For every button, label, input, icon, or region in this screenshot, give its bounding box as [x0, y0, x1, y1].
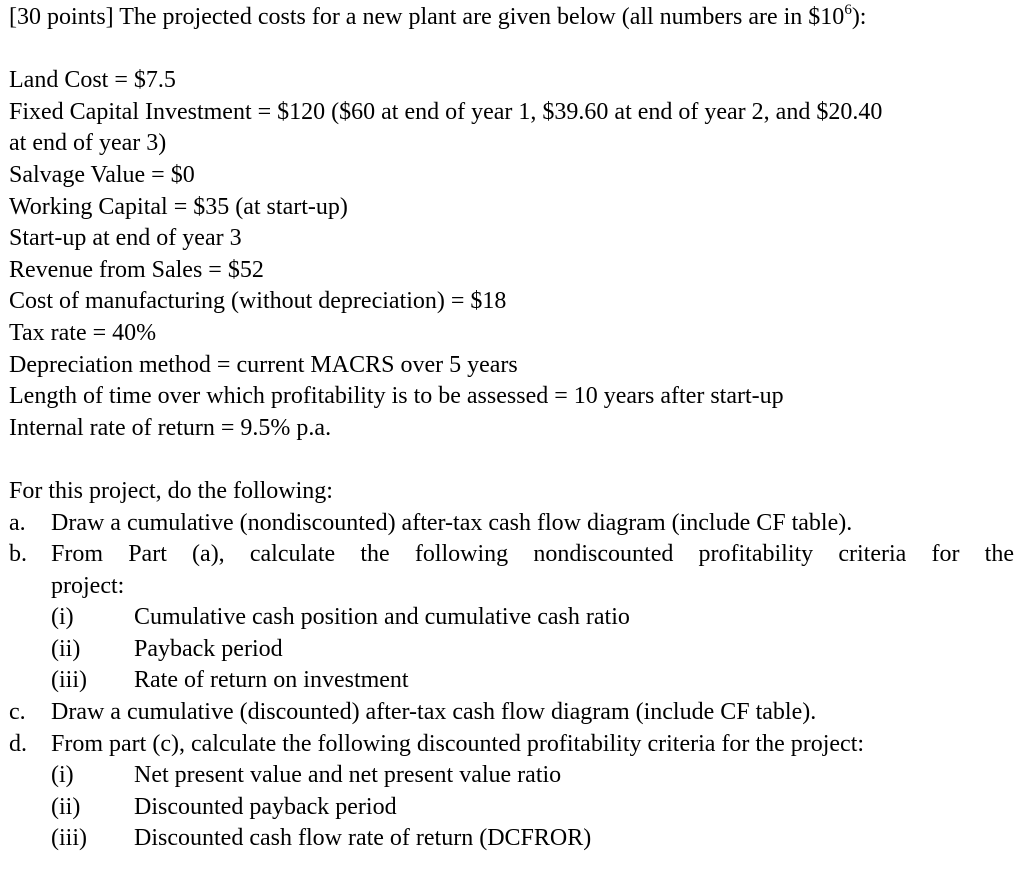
task-text-cont: project: [51, 572, 125, 599]
task-text: Draw a cumulative (nondiscounted) after-tax cash flow diagram (include CF table). [51, 509, 853, 536]
header-exponent: 6 [844, 2, 852, 18]
subtask-text: Discounted cash flow rate of return (DCFROR) [134, 825, 592, 852]
subtask-b-i [9, 602, 1014, 634]
task-text: Draw a cumulative (discounted) after-tax cash flow diagram (include CF table). [51, 699, 817, 726]
subtask-d-iii [9, 823, 1014, 855]
param-depreciation: Depreciation method = current MACRS over 5 years [9, 351, 518, 378]
param-working-capital: Working Capital = $35 (at start-up) [9, 193, 348, 220]
subtask-number: (ii) [51, 635, 81, 662]
param-cost-manufacturing: Cost of manufacturing (without depreciation) = $18 [9, 288, 507, 315]
param-fixed-capital: Fixed Capital Investment = $120 ($60 at end of year 1, $39.60 at end of year 2, and $20.40 [9, 98, 883, 125]
subtask-text: Cumulative cash position and cumulative cash ratio [134, 604, 630, 631]
param-startup: Start-up at end of year 3 [9, 225, 242, 252]
problem-document [9, 0, 1014, 855]
param-tax-rate: Tax rate = 40% [9, 319, 157, 346]
subtask-number: (iii) [51, 825, 87, 852]
param-salvage-value: Salvage Value = $0 [9, 161, 195, 188]
subtask-text: Rate of return on investment [134, 667, 409, 694]
task-a [9, 508, 1014, 540]
param-fixed-capital-cont: at end of year 3) [9, 130, 167, 157]
task-marker: b. [9, 541, 27, 568]
task-marker: c. [9, 699, 26, 726]
subtask-text: Discounted payback period [134, 793, 397, 820]
problem-header [9, 2, 1014, 34]
param-time-length: Length of time over which profitability is to be assessed = 10 years after start-up [9, 383, 784, 410]
task-text: From Part (a), calculate the following nondiscounted profitability criteria for the [51, 541, 1014, 568]
subtask-b-ii [9, 634, 1014, 666]
subtask-number: (i) [51, 762, 74, 789]
task-marker: d. [9, 730, 27, 757]
spacer [9, 444, 1014, 476]
subtask-text: Payback period [134, 635, 283, 662]
task-d [9, 729, 1014, 761]
task-marker: a. [9, 509, 26, 536]
subtask-number: (i) [51, 604, 74, 631]
tasks-intro: For this project, do the following: [9, 477, 333, 504]
task-text: From part (c), calculate the following discounted profitability criteria for the project: [51, 730, 865, 757]
spacer [9, 34, 1014, 66]
header-text: [30 points] The projected costs for a new plant are given below (all numbers are in $10 [9, 4, 845, 30]
header-text-end: ): [851, 4, 867, 30]
parameter-list [9, 65, 1014, 444]
subtask-d-ii [9, 792, 1014, 824]
subtask-d-i [9, 760, 1014, 792]
subtask-number: (iii) [51, 667, 87, 694]
param-land-cost: Land Cost = $7.5 [9, 67, 176, 94]
param-revenue: Revenue from Sales = $52 [9, 256, 264, 283]
subtask-b-iii [9, 665, 1014, 697]
task-b [9, 539, 1014, 602]
param-irr: Internal rate of return = 9.5% p.a. [9, 414, 332, 441]
subtask-text: Net present value and net present value ratio [134, 762, 562, 789]
task-c [9, 697, 1014, 729]
subtask-number: (ii) [51, 793, 81, 820]
